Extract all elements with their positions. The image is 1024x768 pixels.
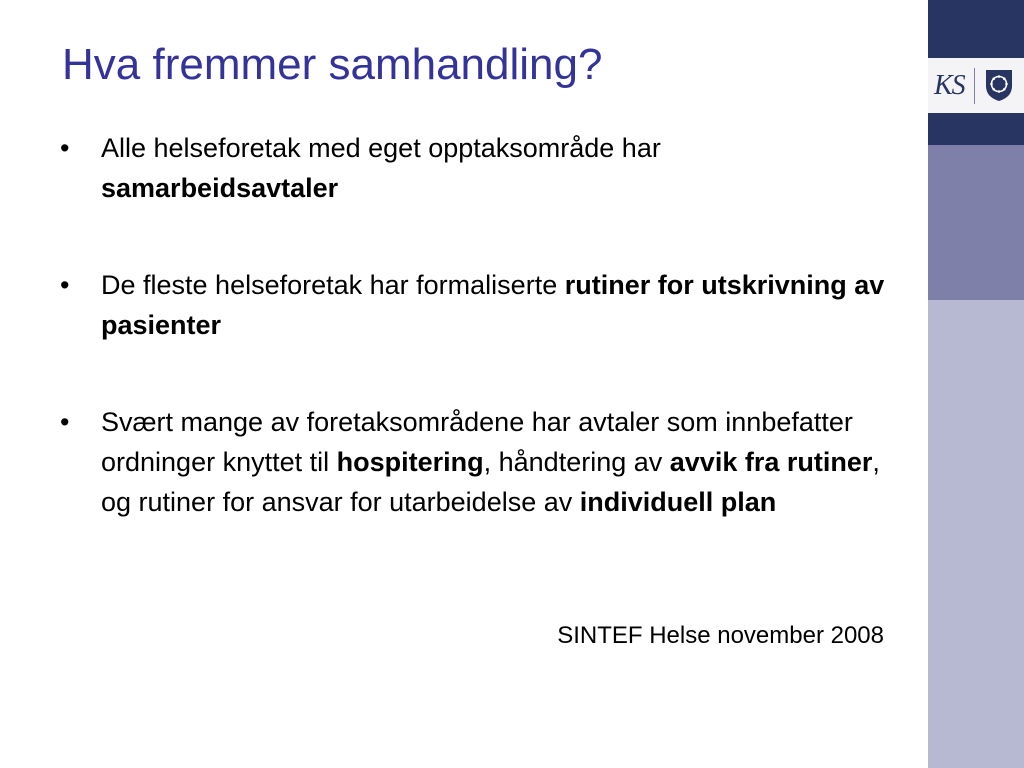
- bullet-text-segment: Alle helseforetak med eget opptaksområde har: [101, 133, 661, 163]
- bullet-text-emphasis: avvik fra rutiner: [669, 447, 873, 477]
- bullet-text-emphasis: individuell plan: [579, 487, 777, 517]
- sidebar-band-dark: [928, 113, 1024, 145]
- sidebar-band-mid: [928, 145, 1024, 300]
- bullet-text-segment: Svært mange av foretaksområdene har avtaler som innbefatter ordninger knyttet til: [101, 407, 853, 477]
- bullet-item: [60, 265, 900, 345]
- bullet-text: [101, 270, 884, 340]
- logo-divider: [974, 68, 975, 104]
- ks-shield-icon: [984, 67, 1014, 103]
- bullet-text-emphasis: samarbeidsavtaler: [101, 173, 339, 203]
- bullet-text: [101, 133, 661, 203]
- bullet-marker: •: [60, 133, 70, 163]
- bullet-marker: •: [60, 407, 70, 437]
- bullet-text-segment: De fleste helseforetak har formaliserte: [101, 270, 565, 300]
- bullet-item: [60, 128, 900, 208]
- bullet-text: [101, 407, 880, 517]
- brand-sidebar: [928, 0, 1024, 768]
- bullet-item: [60, 402, 900, 522]
- bullet-text-emphasis: hospitering: [336, 447, 484, 477]
- bullet-text-emphasis: rutiner for utskrivning av pasienter: [101, 270, 885, 340]
- bullet-marker: •: [60, 270, 70, 300]
- sidebar-band-top: [928, 0, 1024, 58]
- ks-logo-text: KS: [934, 70, 965, 101]
- bullet-text-segment: , håndtering av: [483, 447, 670, 477]
- logo-area: [928, 58, 1024, 113]
- source-note: SINTEF Helse november 2008: [557, 622, 884, 649]
- bullet-list: [60, 128, 900, 579]
- slide-title: Hva fremmer samhandling?: [62, 40, 603, 89]
- bullet-text-segment: , og rutiner for ansvar for utarbeidelse av: [101, 447, 880, 517]
